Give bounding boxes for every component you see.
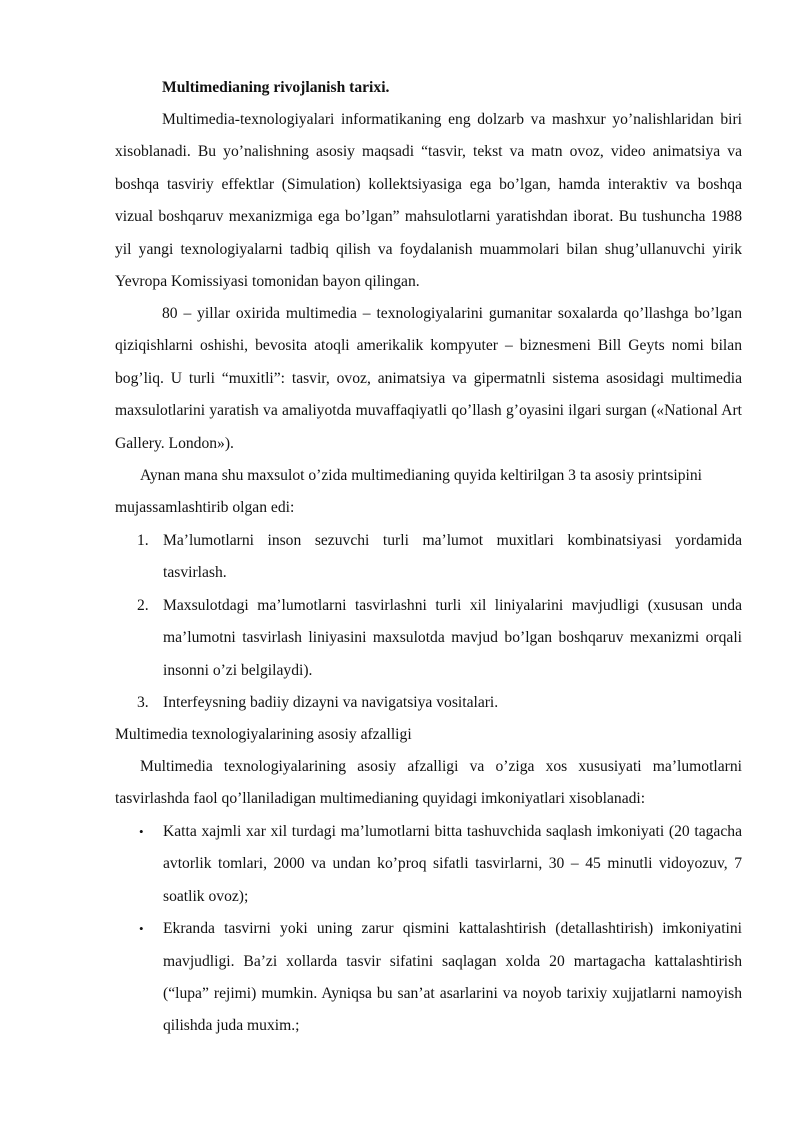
list-item-text: Ekranda tasvirni yoki uning zarur qismini kattalashtirish (detallashtirish) imkoniyatini mavjudligi. Ba’zi xollarda tasvir sifatini saqlagan xolda 20 martagacha kattalashtirish (“lupa” rejimi) mumkin. Ayniqsa bu san’at asarlarini va noyob tarixiy xujjatlarni namoyish qilishda juda muxim.; bbox=[163, 920, 742, 1035]
principles-list bbox=[115, 525, 742, 719]
bullet-marker: • bbox=[139, 921, 144, 937]
list-item-text: Ma’lumotlarni inson sezuvchi turli ma’lumot muxitlari kombinatsiyasi yordamida tasvirlash. bbox=[163, 532, 742, 582]
list-item bbox=[115, 525, 742, 590]
bullet-marker: • bbox=[139, 824, 144, 839]
list-marker: 1. bbox=[137, 532, 149, 549]
list-item bbox=[115, 913, 742, 1043]
page-title: Multimedianing rivojlanish tarixi. bbox=[162, 79, 390, 96]
list-item bbox=[115, 816, 742, 913]
paragraph-history: 80 – yillar oxirida multimedia – texnologiyalarini gumanitar soxalarda qo’llashga bo’lgan qiziqishlarni oshishi, bevosita atoqli amerikalik kompyuter – biznesmeni Bill Geyts nomi bilan bog’liq. U turli “muxitli”: tasvir, ovoz, animatsiya va gipermatnli sistema asosidagi multimedia maxsulotlarini yaratish va amaliyotda muvaffaqiyatli qo’llash g’oyasini ilgari surgan («National Art Gallery. London»). bbox=[115, 305, 742, 452]
list-item-text: Katta xajmli xar xil turdagi ma’lumotlarni bitta tashuvchida saqlash imkoniyati (20 tagacha avtorlik tomlari, 2000 va undan ko’proq sifatli tasvirlarni, 30 – 45 minutli vidoyozuv, 7 soatlik ovoz); bbox=[163, 823, 742, 905]
advantages-list bbox=[115, 816, 742, 1043]
list-item bbox=[115, 590, 742, 687]
list-marker: 3. bbox=[137, 694, 149, 712]
section-subheading: Multimedia texnologiyalarining asosiy afzalligi bbox=[115, 726, 412, 743]
list-item-text: Interfeysning badiiy dizayni va navigatsiya vositalari. bbox=[163, 694, 499, 712]
paragraph-advantages: Multimedia texnologiyalarining asosiy afzalligi va o’ziga xos xususiyati ma’lumotlarni tasvirlashda faol qo’llaniladigan multimedianing quyidagi imkoniyatlari xisoblanadi: bbox=[115, 758, 742, 808]
list-item bbox=[115, 687, 742, 719]
list-marker: 2. bbox=[137, 596, 149, 614]
paragraph-intro: Multimedia-texnologiyalari informatikaning eng dolzarb va mashxur yo’nalishlaridan biri xisoblanadi. Bu yo’nalishning asosiy maqsadi “tasvir, tekst va matn ovoz, video animatsiya va boshqa tasviriy effektlar (Simulation) kollektsiyasiga ega bo’lgan, hamda interaktiv va boshqa vizual boshqaruv mexanizmiga ega bo’lgan” mahsulotlarni yaratishdan iborat. Bu tushuncha 1988 yil yangi texnologiyalarni tadbiq qilish va foydalanish muammolari bilan shug’ullanuvchi yirik Yevropa Komissiyasi tomonidan bayon qilingan. bbox=[115, 111, 742, 291]
list-item-text: Maxsulotdagi ma’lumotlarni tasvirlashni turli xil liniyalarini mavjudligi (xususan unda ma’lumotni tasvirlash liniyasini maxsulotda mavjud bo’lgan boshqaruv mexanizmi orqali insonni o’zi belgilaydi). bbox=[163, 596, 742, 679]
paragraph-principles-intro: Aynan mana shu maxsulot o’zida multimedianing quyida keltirilgan 3 ta asosiy printsipini mujassamlashtirib olgan edi: bbox=[115, 467, 703, 517]
